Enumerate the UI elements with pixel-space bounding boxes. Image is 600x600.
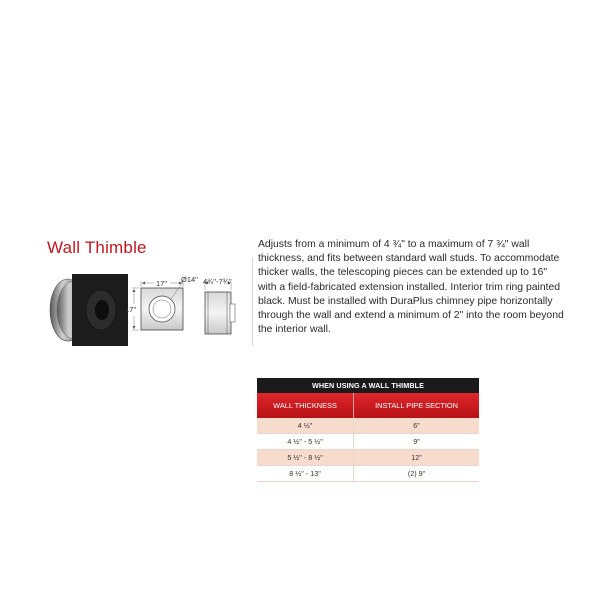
front-view-drawing xyxy=(132,281,183,330)
wall-thickness-cell: 4 ½" xyxy=(257,418,354,434)
pipe-section-cell: (2) 9" xyxy=(354,466,479,482)
pipe-section-cell: 9" xyxy=(354,434,479,450)
wall-thickness-cell: 8 ½" - 13" xyxy=(257,466,354,482)
wall-thimble-figure xyxy=(44,268,244,368)
pipe-section-cell: 12" xyxy=(354,450,479,466)
column-header-wall-thickness: WALL THICKNESS xyxy=(257,393,354,418)
depth-range-label: 4¾"-7¾" xyxy=(203,277,232,286)
product-description: Adjusts from a minimum of 4 ¾" to a maximum of 7 ¾" wall thickness, and fits between standard wall studs. To accommodate thicker walls, the telescoping pieces can be extended up to 16" with a field-fabricated extension installed. Interior trim ring painted black. Must be installed with DuraPlus chimney pipe horizontally through the wall and extend a minimum of 2" into the room beyond the interior wall. xyxy=(258,239,564,336)
wall-thickness-cell: 4 ½" - 5 ½" xyxy=(257,434,354,450)
table-header: WHEN USING A WALL THIMBLE xyxy=(257,378,479,393)
height-dimension-label: 17" xyxy=(125,305,137,314)
column-header-install-pipe: INSTALL PIPE SECTION xyxy=(354,393,479,418)
table-row xyxy=(257,418,479,434)
table-row xyxy=(257,450,479,466)
pipe-section-cell: 6" xyxy=(354,418,479,434)
side-view-drawing xyxy=(205,281,235,334)
wall-thickness-cell: 5 ½" - 8 ½" xyxy=(257,450,354,466)
product-photo xyxy=(50,274,128,346)
width-dimension-label: 17" xyxy=(156,279,168,288)
section-divider xyxy=(252,258,253,346)
pipe-section-table xyxy=(257,378,479,482)
table-row xyxy=(257,434,479,450)
table-row xyxy=(257,466,479,482)
product-title: Wall Thimble xyxy=(47,238,147,257)
diameter-label: Ø14" xyxy=(181,275,198,284)
